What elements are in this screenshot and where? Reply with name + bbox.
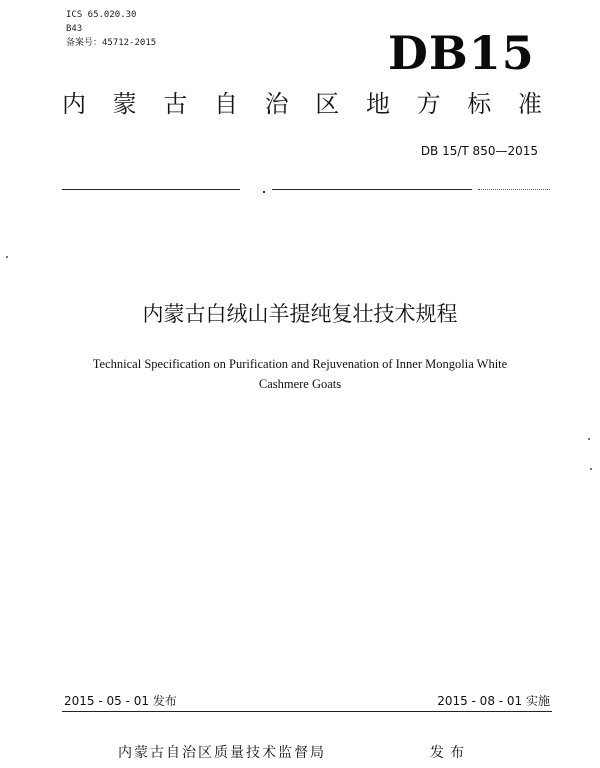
standard-type-char: 标 <box>467 90 492 118</box>
footer-divider <box>62 711 552 712</box>
standard-type-char: 自 <box>213 90 238 118</box>
db15-mark: DB15 <box>388 26 535 80</box>
standard-type-heading <box>62 88 542 120</box>
publish-label: 发布 <box>430 745 470 761</box>
header-divider <box>272 189 472 190</box>
ccs-code: B43 <box>66 24 83 34</box>
scan-speck <box>6 256 8 258</box>
standard-type-char: 治 <box>264 90 289 118</box>
issuing-authority: 内蒙古自治区质量技术监督局 <box>118 745 326 761</box>
ics-code: ICS 65.020.30 <box>66 10 137 20</box>
title-english-line: Technical Specification on Purification and Rejuvenation of Inner Mongolia White <box>92 357 508 371</box>
standard-type-char: 地 <box>365 90 390 118</box>
issue-date: 2015 - 05 - 01 发布 <box>64 694 177 708</box>
standard-type-char: 准 <box>517 90 542 118</box>
header-divider-dotted <box>478 189 550 190</box>
standard-number: DB 15/T 850—2015 <box>420 144 538 158</box>
scan-speck <box>590 468 592 470</box>
record-number: 备案号：45712-2015 <box>66 38 157 48</box>
standard-type-char: 内 <box>62 90 86 118</box>
title-chinese: 内蒙古白绒山羊提纯复壮技术规程 <box>142 302 458 326</box>
title-english <box>40 354 560 394</box>
standard-type-char: 区 <box>315 90 340 118</box>
divider-tick <box>263 191 265 193</box>
title-english-line: Cashmere Goats <box>258 377 342 391</box>
implementation-date: 2015 - 08 - 01 实施 <box>437 694 550 708</box>
scan-speck <box>588 438 590 440</box>
header-divider <box>62 189 240 190</box>
standard-type-char: 蒙 <box>112 90 137 118</box>
standard-type-char: 方 <box>416 90 441 118</box>
standard-type-char: 古 <box>163 90 188 118</box>
